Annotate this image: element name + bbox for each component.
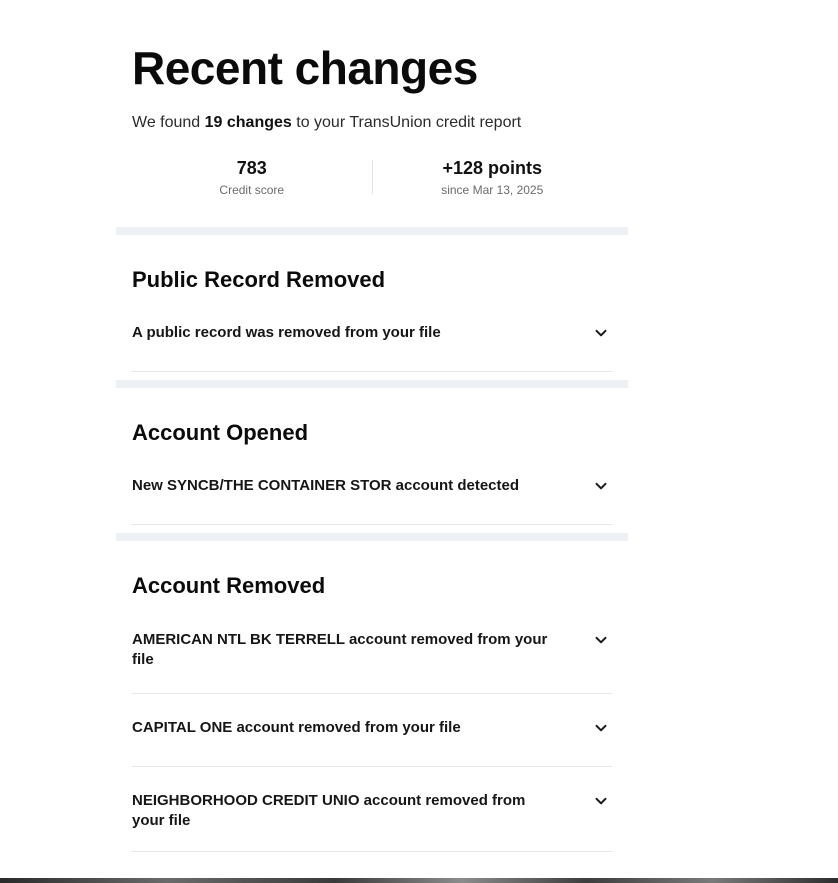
section-separator [116,380,628,388]
section-title: Account Removed [132,573,326,598]
summary-header [116,0,628,203]
changes-count: 19 changes [204,114,292,131]
recent-changes-panel [116,0,628,852]
change-description: AMERICAN NTL BK TERRELL account removed from your file [132,631,548,668]
section-title: Account Opened [132,420,309,445]
section-title: Public Record Removed [132,267,386,292]
score-change-stat [373,157,613,197]
change-row[interactable] [132,323,612,372]
change-row[interactable] [132,630,612,694]
changes-summary [132,113,612,133]
change-row[interactable] [132,476,612,525]
chevron-down-icon[interactable] [594,326,608,340]
chevron-down-icon[interactable] [594,633,608,647]
section-separator [116,533,628,541]
change-description: A public record was removed from your file [132,324,441,341]
window-bottom-edge [0,878,838,883]
chevron-down-icon[interactable] [594,721,608,735]
chevron-down-icon[interactable] [594,794,608,808]
section-separator [116,227,628,235]
change-row[interactable] [132,694,612,767]
credit-score-value: 783 [236,158,267,178]
score-stats [132,151,612,203]
section-account-opened [116,388,628,525]
change-description: NEIGHBORHOOD CREDIT UNIO account removed from your file [132,792,526,829]
chevron-down-icon[interactable] [594,479,608,493]
change-description: CAPITAL ONE account removed from your file [132,719,461,736]
summary-prefix: We found [132,114,205,131]
section-account-removed [116,541,628,852]
credit-score-label: Credit score [219,183,285,197]
score-change-label: since Mar 13, 2025 [441,183,544,197]
summary-suffix: to your TransUnion credit report [291,114,522,131]
credit-score-stat [132,157,372,197]
change-description: New SYNCB/THE CONTAINER STOR account detected [132,477,519,494]
section-public-record-removed [116,235,628,372]
score-change-value: +128 points [442,158,543,178]
page-title: Recent changes [132,42,478,94]
change-row[interactable] [132,767,612,852]
